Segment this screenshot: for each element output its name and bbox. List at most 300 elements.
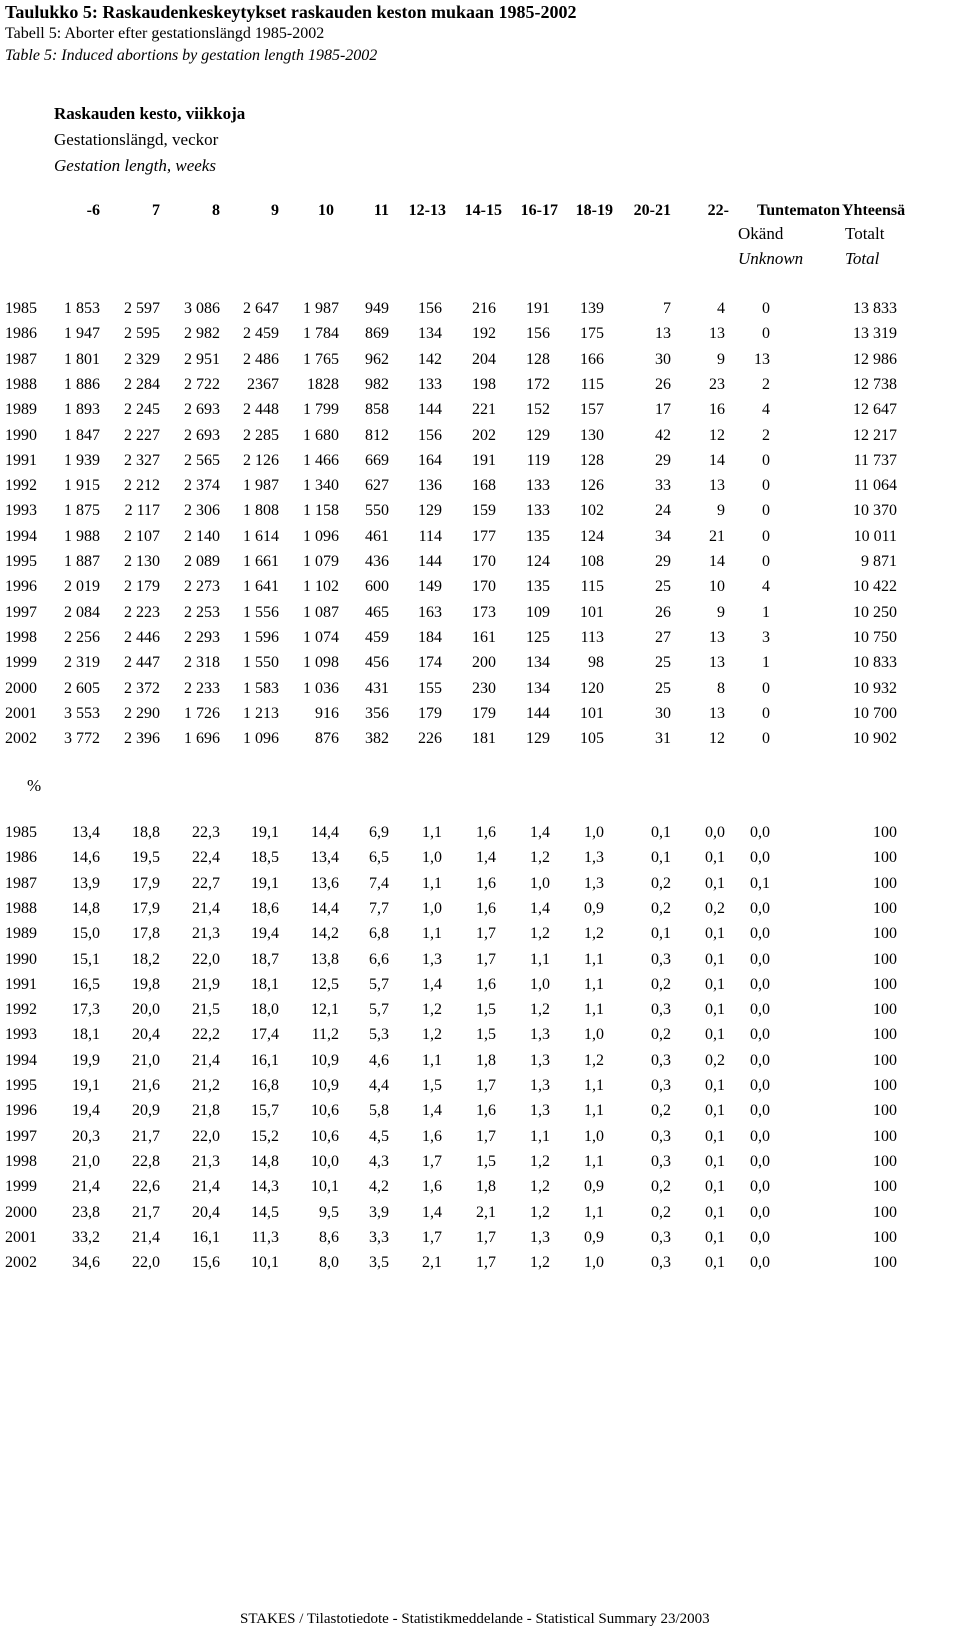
table-cell: 1,1: [422, 824, 442, 841]
table-cell: 10 932: [853, 679, 897, 697]
table-cell: 142: [418, 350, 442, 368]
table-cell: 12: [709, 426, 725, 444]
table-cell: 2,1: [476, 1203, 496, 1221]
table-cell: 204: [472, 350, 496, 368]
table-row: [0, 845, 960, 871]
table-cell: 100: [873, 1254, 897, 1272]
table-cell: 1,1: [584, 1152, 604, 1170]
table-cell: 0,0: [750, 824, 770, 841]
table-cell: 949: [365, 300, 389, 317]
table-cell: 21,7: [132, 1127, 160, 1145]
table-cell: 21: [709, 527, 725, 545]
table-cell: 13,9: [72, 874, 100, 892]
table-cell: 18,5: [251, 849, 279, 867]
table-cell: 114: [418, 527, 442, 545]
table-cell: 102: [580, 502, 604, 520]
table-row: [0, 600, 960, 626]
table-cell: 24: [655, 502, 671, 520]
row-year: 1995: [5, 553, 37, 570]
table-cell: 1,0: [422, 849, 442, 867]
table-cell: 1,8: [476, 1051, 496, 1069]
table-cell: 2 126: [243, 451, 279, 469]
table-cell: 18,2: [132, 950, 160, 968]
table-cell: 1 096: [303, 527, 339, 545]
table-cell: 8,0: [319, 1254, 339, 1272]
table-cell: 0,0: [750, 1026, 770, 1044]
table-cell: 155: [418, 679, 442, 697]
title-finnish: Taulukko 5: Raskaudenkeskeytykset raskauden keston mukaan 1985-2002: [5, 2, 577, 22]
table-cell: 9 871: [861, 553, 897, 570]
table-row: [0, 524, 960, 550]
table-cell: 0,1: [705, 1152, 725, 1170]
table-cell: 2 447: [124, 654, 160, 672]
table-cell: 13,4: [311, 849, 339, 867]
table-cell: 2 227: [124, 426, 160, 444]
table-cell: 1,3: [530, 1102, 550, 1120]
table-cell: 139: [580, 300, 604, 317]
table-cell: 21,3: [192, 925, 220, 943]
table-cell: 124: [526, 553, 550, 570]
table-cell: 1,4: [422, 1203, 442, 1221]
table-cell: 100: [873, 1001, 897, 1019]
table-cell: 10 422: [853, 578, 897, 596]
table-cell: 26: [655, 375, 671, 393]
table-cell: 21,5: [192, 1001, 220, 1019]
table-cell: 33,2: [72, 1228, 100, 1246]
table-cell: 172: [526, 375, 550, 393]
table-cell: 100: [873, 824, 897, 841]
column-header: 18-19: [575, 202, 613, 219]
row-year: 1986: [5, 325, 37, 343]
table-cell: 4: [762, 401, 770, 419]
table-cell: 13: [754, 350, 770, 368]
table-cell: 159: [472, 502, 496, 520]
row-year: 2000: [5, 679, 37, 697]
table-cell: 1 887: [64, 553, 100, 570]
table-cell: 0,0: [750, 1178, 770, 1196]
table-cell: 161: [472, 628, 496, 646]
table-cell: 0,2: [705, 1051, 725, 1069]
table-cell: 3 772: [64, 730, 100, 748]
table-cell: 0: [762, 451, 770, 469]
table-cell: 21,4: [192, 899, 220, 917]
table-cell: 4: [717, 300, 725, 317]
table-cell: 2 273: [184, 578, 220, 596]
table-row: [0, 972, 960, 998]
table-cell: 11 737: [853, 451, 897, 469]
table-cell: 100: [873, 1127, 897, 1145]
table-row: [0, 1200, 960, 1226]
table-cell: 133: [526, 502, 550, 520]
table-cell: 3,5: [369, 1254, 389, 1272]
table-cell: 436: [365, 553, 389, 570]
table-cell: 1: [762, 603, 770, 621]
table-cell: 1,1: [422, 874, 442, 892]
table-row: [0, 574, 960, 600]
table-cell: 14,8: [72, 899, 100, 917]
table-cell: 669: [365, 451, 389, 469]
table-cell: 10 011: [853, 527, 897, 545]
table-cell: 6,5: [369, 849, 389, 867]
table-cell: 1,6: [476, 824, 496, 841]
table-cell: 168: [472, 477, 496, 495]
table-cell: 2 693: [184, 401, 220, 419]
table-cell: 30: [655, 350, 671, 368]
table-cell: 23,8: [72, 1203, 100, 1221]
table-cell: 1,6: [476, 874, 496, 892]
table-cell: 2 318: [184, 654, 220, 672]
table-cell: 100: [873, 1178, 897, 1196]
table-row: [0, 676, 960, 702]
table-cell: 98: [588, 654, 604, 672]
table-cell: 2 448: [243, 401, 279, 419]
table-cell: 174: [418, 654, 442, 672]
table-cell: 13: [709, 628, 725, 646]
table-cell: 14: [709, 451, 725, 469]
table-cell: 1 915: [64, 477, 100, 495]
table-cell: 10: [709, 578, 725, 596]
table-cell: 2 319: [64, 654, 100, 672]
column-header: 14-15: [464, 202, 502, 219]
table-cell: 135: [526, 578, 550, 596]
table-cell: 0,1: [705, 1026, 725, 1044]
row-year: 2002: [5, 1254, 37, 1272]
table-cell: 0,0: [750, 1051, 770, 1069]
table-cell: 10,9: [311, 1077, 339, 1094]
table-cell: 14,2: [311, 925, 339, 943]
table-cell: 136: [418, 477, 442, 495]
table-cell: 1,6: [422, 1178, 442, 1196]
table-cell: 10,9: [311, 1051, 339, 1069]
table-cell: 17: [655, 401, 671, 419]
table-cell: 2,1: [422, 1254, 442, 1272]
row-year: 1986: [5, 849, 37, 867]
table-cell: 16,5: [72, 975, 100, 993]
column-header: Yhteensä: [842, 202, 906, 219]
table-cell: 10,1: [251, 1254, 279, 1272]
table-cell: 124: [580, 527, 604, 545]
table-cell: 0: [762, 300, 770, 317]
table-cell: 3 553: [64, 704, 100, 722]
table-cell: 2 117: [124, 502, 160, 520]
table-cell: 0,9: [584, 1178, 604, 1196]
row-year: 1990: [5, 950, 37, 968]
table-cell: 2 327: [124, 451, 160, 469]
table-cell: 23: [709, 375, 725, 393]
table-cell: 2 565: [184, 451, 220, 469]
table-cell: 0,0: [750, 1077, 770, 1094]
table-cell: 0,0: [750, 1203, 770, 1221]
table-cell: 133: [526, 477, 550, 495]
column-header: -6: [86, 202, 100, 219]
table-cell: 34: [655, 527, 671, 545]
table-cell: 1,0: [584, 824, 604, 841]
table-cell: 149: [418, 578, 442, 596]
table-cell: 0,0: [750, 899, 770, 917]
table-cell: 1,7: [422, 1228, 442, 1246]
table-cell: 2 595: [124, 325, 160, 343]
table-cell: 5,3: [369, 1026, 389, 1044]
table-cell: 0,1: [705, 1254, 725, 1272]
table-cell: 11 064: [853, 477, 897, 495]
table-cell: 1,7: [476, 1228, 496, 1246]
table-cell: 13: [709, 325, 725, 343]
table-cell: 3: [762, 628, 770, 646]
table-cell: 1,3: [530, 1026, 550, 1044]
table-cell: 3 086: [184, 300, 220, 317]
table-cell: 1,5: [476, 1001, 496, 1019]
table-cell: 175: [580, 325, 604, 343]
gestation-finnish: Raskauden kesto, viikkoja: [54, 104, 246, 123]
table-cell: 9: [717, 502, 725, 520]
table-cell: 2 140: [184, 527, 220, 545]
table-cell: 4: [762, 578, 770, 596]
table-cell: 1 556: [243, 603, 279, 621]
table-cell: 1 726: [184, 704, 220, 722]
column-header: 7: [152, 202, 160, 219]
row-year: 1988: [5, 375, 37, 393]
table-cell: 184: [418, 628, 442, 646]
table-cell: 2: [762, 426, 770, 444]
table-cell: 1,3: [422, 950, 442, 968]
table-cell: 2 597: [124, 300, 160, 317]
table-cell: 1 939: [64, 451, 100, 469]
row-year: 1994: [5, 1051, 37, 1069]
table-cell: 4,6: [369, 1051, 389, 1069]
table-cell: 1,3: [584, 874, 604, 892]
table-cell: 100: [873, 874, 897, 892]
table-cell: 0,3: [651, 1228, 671, 1246]
table-cell: 17,9: [132, 874, 160, 892]
table-cell: 21,4: [132, 1228, 160, 1246]
row-year: 1998: [5, 1152, 37, 1170]
table-cell: 11,2: [311, 1026, 339, 1044]
table-cell: 19,8: [132, 975, 160, 993]
table-cell: 1 853: [64, 300, 100, 317]
table-row: [0, 896, 960, 922]
table-row: [0, 1250, 960, 1276]
table-cell: 19,4: [251, 925, 279, 943]
row-year: 1989: [5, 401, 37, 419]
table-cell: 113: [580, 628, 604, 646]
table-cell: 1,6: [476, 1102, 496, 1120]
table-cell: 181: [472, 730, 496, 748]
table-cell: 1,0: [530, 975, 550, 993]
table-cell: 134: [526, 654, 550, 672]
table-cell: 6,8: [369, 925, 389, 943]
table-cell: 2367: [247, 375, 279, 393]
table-cell: 465: [365, 603, 389, 621]
table-cell: 100: [873, 975, 897, 993]
table-cell: 627: [365, 477, 389, 495]
table-cell: 1,5: [476, 1152, 496, 1170]
table-cell: 164: [418, 451, 442, 469]
table-cell: 7,4: [369, 874, 389, 892]
table-row: [0, 1098, 960, 1124]
table-cell: 15,6: [192, 1254, 220, 1272]
table-cell: 0,3: [651, 1051, 671, 1069]
table-cell: 30: [655, 704, 671, 722]
table-cell: 15,7: [251, 1102, 279, 1120]
table-cell: 100: [873, 925, 897, 943]
table-cell: 29: [655, 451, 671, 469]
table-cell: 1,1: [530, 950, 550, 968]
table-cell: 170: [472, 578, 496, 596]
table-cell: 0,1: [705, 1127, 725, 1145]
table-cell: 20,4: [192, 1203, 220, 1221]
column-header: 20-21: [633, 202, 671, 219]
row-year: 1998: [5, 628, 37, 646]
table-cell: 2 605: [64, 679, 100, 697]
row-year: 1997: [5, 1127, 37, 1145]
table-cell: 100: [873, 1026, 897, 1044]
table-cell: 1,4: [530, 824, 550, 841]
table-cell: 21,4: [192, 1051, 220, 1069]
table-cell: 1,1: [422, 925, 442, 943]
table-row: [0, 1124, 960, 1150]
table-cell: 1 074: [303, 628, 339, 646]
table-cell: 16,1: [251, 1051, 279, 1069]
table-cell: 179: [418, 704, 442, 722]
table-cell: 100: [873, 1051, 897, 1069]
row-year: 1987: [5, 350, 37, 368]
table-cell: 0,0: [750, 1127, 770, 1145]
table-cell: 1 661: [243, 553, 279, 570]
table-cell: 156: [418, 300, 442, 317]
table-cell: 0,0: [750, 1102, 770, 1120]
table-cell: 13: [709, 477, 725, 495]
table-cell: 1,7: [476, 1077, 496, 1094]
table-cell: 19,1: [251, 874, 279, 892]
row-year: 1989: [5, 925, 37, 943]
table-cell: 0,2: [651, 1026, 671, 1044]
table-cell: 2 722: [184, 375, 220, 393]
row-year: 1999: [5, 654, 37, 672]
table-cell: 21,0: [72, 1152, 100, 1170]
table-row: [0, 296, 960, 322]
table-cell: 0,0: [750, 1228, 770, 1246]
table-row: [0, 997, 960, 1023]
table-cell: 2 019: [64, 578, 100, 596]
table-cell: 19,1: [251, 824, 279, 841]
table-cell: 1: [762, 654, 770, 672]
table-cell: 221: [472, 401, 496, 419]
table-cell: 14,5: [251, 1203, 279, 1221]
table-cell: 5,7: [369, 1001, 389, 1019]
table-cell: 19,5: [132, 849, 160, 867]
table-cell: 1 765: [303, 350, 339, 368]
table-cell: 1 847: [64, 426, 100, 444]
table-cell: 1,0: [584, 1254, 604, 1272]
table-cell: 1,3: [530, 1228, 550, 1246]
table-cell: 101: [580, 704, 604, 722]
row-year: 2002: [5, 730, 37, 748]
table-row: [0, 921, 960, 947]
table-cell: 0,3: [651, 1001, 671, 1019]
table-cell: 1,2: [530, 1001, 550, 1019]
table-cell: 27: [655, 628, 671, 646]
table-cell: 22,0: [132, 1254, 160, 1272]
table-cell: 115: [580, 578, 604, 596]
table-cell: 1 947: [64, 325, 100, 343]
table-cell: 0,2: [651, 1203, 671, 1221]
table-cell: 126: [580, 477, 604, 495]
table-cell: 2 084: [64, 603, 100, 621]
table-cell: 10 250: [853, 603, 897, 621]
table-cell: 1 614: [243, 527, 279, 545]
table-cell: 2 130: [124, 553, 160, 570]
table-cell: 100: [873, 950, 897, 968]
table-cell: 0,0: [750, 1152, 770, 1170]
table-cell: 13,4: [72, 824, 100, 841]
row-year: 1993: [5, 1026, 37, 1044]
gestation-swedish: Gestationslängd, veckor: [54, 130, 219, 149]
table-row: [0, 1022, 960, 1048]
table-cell: 0,9: [584, 1228, 604, 1246]
table-cell: 22,8: [132, 1152, 160, 1170]
table-cell: 14,4: [311, 899, 339, 917]
table-cell: 33: [655, 477, 671, 495]
table-cell: 22,6: [132, 1178, 160, 1196]
table-cell: 18,0: [251, 1001, 279, 1019]
table-cell: 1,2: [422, 1001, 442, 1019]
row-year: 1985: [5, 824, 37, 841]
table-cell: 2 089: [184, 553, 220, 570]
table-cell: 1,2: [530, 849, 550, 867]
table-cell: 100: [873, 1228, 897, 1246]
table-cell: 2 306: [184, 502, 220, 520]
table-cell: 0,1: [705, 975, 725, 993]
table-cell: 134: [418, 325, 442, 343]
table-cell: 3,9: [369, 1203, 389, 1221]
table-cell: 1,2: [584, 1051, 604, 1069]
table-cell: 2 951: [184, 350, 220, 368]
table-cell: 16,8: [251, 1077, 279, 1094]
table-cell: 1,2: [530, 1203, 550, 1221]
table-cell: 1,1: [530, 1127, 550, 1145]
table-cell: 10,1: [311, 1178, 339, 1196]
row-year: 1988: [5, 899, 37, 917]
table-cell: 1 096: [243, 730, 279, 748]
table-row: [0, 947, 960, 973]
table-cell: 2 223: [124, 603, 160, 621]
table-cell: 12 738: [853, 375, 897, 393]
table-cell: 0,2: [651, 874, 671, 892]
table-cell: 101: [580, 603, 604, 621]
table-cell: 2 329: [124, 350, 160, 368]
table-cell: 19,1: [72, 1077, 100, 1094]
table-cell: 1,1: [584, 1001, 604, 1019]
table-cell: 1,7: [476, 925, 496, 943]
table-cell: 2 693: [184, 426, 220, 444]
table-row: [0, 473, 960, 499]
table-cell: 15,2: [251, 1127, 279, 1145]
table-row: [0, 321, 960, 347]
table-cell: 13: [709, 704, 725, 722]
table-cell: 962: [365, 350, 389, 368]
table-cell: 179: [472, 704, 496, 722]
table-cell: 431: [365, 679, 389, 697]
table-cell: 12 647: [853, 401, 897, 419]
table-cell: 1 213: [243, 704, 279, 722]
table-cell: 2 284: [124, 375, 160, 393]
table-cell: 1 987: [243, 477, 279, 495]
table-cell: 0: [762, 527, 770, 545]
table-cell: 0,1: [705, 849, 725, 867]
table-cell: 2 253: [184, 603, 220, 621]
table-cell: 2 486: [243, 350, 279, 368]
row-year: 1999: [5, 1178, 37, 1196]
